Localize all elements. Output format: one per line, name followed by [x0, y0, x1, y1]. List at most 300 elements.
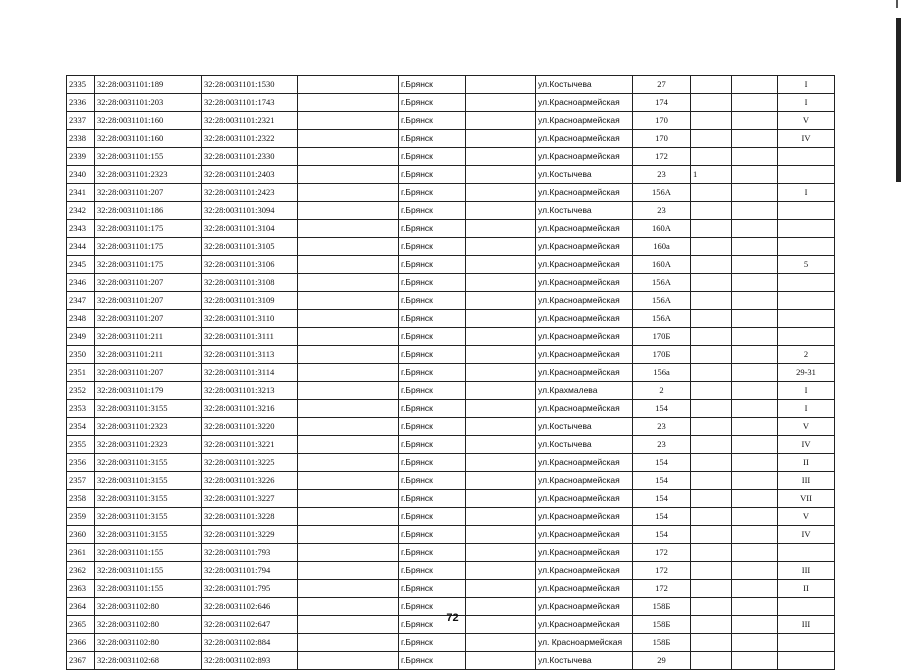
- city-cell: г.Брянск: [399, 634, 466, 652]
- empty-cell: [732, 454, 778, 472]
- street-cell: ул.Красноармейская: [536, 112, 633, 130]
- empty-cell: [298, 526, 399, 544]
- extra-cell: [691, 94, 732, 112]
- street-cell: ул.Красноармейская: [536, 508, 633, 526]
- empty-cell: [298, 76, 399, 94]
- house-number-cell: 170: [633, 112, 691, 130]
- extra-cell: [691, 400, 732, 418]
- premises-number-cell: [778, 238, 835, 256]
- empty-cell: [732, 544, 778, 562]
- table-row: [67, 382, 835, 400]
- empty-cell: [466, 382, 536, 400]
- premises-number-cell: [778, 220, 835, 238]
- street-cell: ул.Красноармейская: [536, 328, 633, 346]
- city-cell: г.Брянск: [399, 454, 466, 472]
- land-cadastral-number: 32:28:0031101:207: [95, 310, 202, 328]
- city-cell: г.Брянск: [399, 94, 466, 112]
- street-cell: ул.Крахмалева: [536, 382, 633, 400]
- extra-cell: [691, 184, 732, 202]
- house-number-cell: 172: [633, 148, 691, 166]
- land-cadastral-number: 32:28:0031101:179: [95, 382, 202, 400]
- object-cadastral-number: 32:28:0031101:2403: [202, 166, 298, 184]
- row-number: 2358: [67, 490, 95, 508]
- street-cell: ул.Костычева: [536, 436, 633, 454]
- row-number: 2363: [67, 580, 95, 598]
- premises-number-cell: V: [778, 508, 835, 526]
- house-number-cell: 154: [633, 454, 691, 472]
- object-cadastral-number: 32:28:0031101:793: [202, 544, 298, 562]
- empty-cell: [732, 346, 778, 364]
- extra-cell: [691, 202, 732, 220]
- land-cadastral-number: 32:28:0031101:207: [95, 184, 202, 202]
- house-number-cell: 154: [633, 472, 691, 490]
- street-cell: ул.Красноармейская: [536, 364, 633, 382]
- extra-cell: [691, 526, 732, 544]
- street-cell: ул.Красноармейская: [536, 454, 633, 472]
- premises-number-cell: V: [778, 112, 835, 130]
- extra-cell: [691, 490, 732, 508]
- row-number: 2367: [67, 652, 95, 670]
- land-cadastral-number: 32:28:0031101:155: [95, 562, 202, 580]
- empty-cell: [298, 472, 399, 490]
- empty-cell: [732, 382, 778, 400]
- land-cadastral-number: 32:28:0031101:2323: [95, 418, 202, 436]
- empty-cell: [466, 364, 536, 382]
- table-row: [67, 274, 835, 292]
- house-number-cell: 170Б: [633, 328, 691, 346]
- premises-number-cell: II: [778, 454, 835, 472]
- house-number-cell: 160А: [633, 256, 691, 274]
- land-cadastral-number: 32:28:0031102:68: [95, 652, 202, 670]
- city-cell: г.Брянск: [399, 328, 466, 346]
- street-cell: ул.Красноармейская: [536, 544, 633, 562]
- street-cell: ул.Красноармейская: [536, 130, 633, 148]
- street-cell: ул.Красноармейская: [536, 400, 633, 418]
- house-number-cell: 156А: [633, 310, 691, 328]
- land-cadastral-number: 32:28:0031101:2323: [95, 436, 202, 454]
- land-cadastral-number: 32:28:0031101:160: [95, 112, 202, 130]
- land-cadastral-number: 32:28:0031101:207: [95, 292, 202, 310]
- city-cell: г.Брянск: [399, 292, 466, 310]
- city-cell: г.Брянск: [399, 364, 466, 382]
- empty-cell: [298, 166, 399, 184]
- empty-cell: [466, 544, 536, 562]
- object-cadastral-number: 32:28:0031101:794: [202, 562, 298, 580]
- street-cell: ул.Красноармейская: [536, 274, 633, 292]
- empty-cell: [298, 112, 399, 130]
- scan-edge-tick: [896, 0, 898, 8]
- land-cadastral-number: 32:28:0031101:211: [95, 328, 202, 346]
- scan-edge-mark: [896, 18, 901, 182]
- row-number: 2356: [67, 454, 95, 472]
- city-cell: г.Брянск: [399, 76, 466, 94]
- table-row: [67, 94, 835, 112]
- empty-cell: [298, 490, 399, 508]
- object-cadastral-number: 32:28:0031101:2322: [202, 130, 298, 148]
- street-cell: ул.Костычева: [536, 76, 633, 94]
- street-cell: ул.Красноармейская: [536, 184, 633, 202]
- object-cadastral-number: 32:28:0031101:3104: [202, 220, 298, 238]
- table-row: [67, 436, 835, 454]
- house-number-cell: 27: [633, 76, 691, 94]
- premises-number-cell: IV: [778, 130, 835, 148]
- land-cadastral-number: 32:28:0031101:3155: [95, 400, 202, 418]
- empty-cell: [466, 220, 536, 238]
- premises-number-cell: 29-31: [778, 364, 835, 382]
- empty-cell: [466, 274, 536, 292]
- house-number-cell: 156А: [633, 292, 691, 310]
- city-cell: г.Брянск: [399, 436, 466, 454]
- empty-cell: [732, 490, 778, 508]
- premises-number-cell: [778, 634, 835, 652]
- premises-number-cell: I: [778, 94, 835, 112]
- extra-cell: [691, 508, 732, 526]
- house-number-cell: 158Б: [633, 598, 691, 616]
- empty-cell: [466, 310, 536, 328]
- premises-number-cell: 5: [778, 256, 835, 274]
- land-cadastral-number: 32:28:0031102:80: [95, 598, 202, 616]
- house-number-cell: 156а: [633, 364, 691, 382]
- row-number: 2336: [67, 94, 95, 112]
- table-row: [67, 508, 835, 526]
- table-row: [67, 400, 835, 418]
- table-row: [67, 472, 835, 490]
- empty-cell: [732, 112, 778, 130]
- table-row: [67, 562, 835, 580]
- row-number: 2361: [67, 544, 95, 562]
- object-cadastral-number: 32:28:0031101:3221: [202, 436, 298, 454]
- table-row: [67, 346, 835, 364]
- empty-cell: [732, 166, 778, 184]
- row-number: 2360: [67, 526, 95, 544]
- table-row: [67, 292, 835, 310]
- empty-cell: [466, 292, 536, 310]
- land-cadastral-number: 32:28:0031101:155: [95, 580, 202, 598]
- empty-cell: [732, 130, 778, 148]
- extra-cell: [691, 418, 732, 436]
- empty-cell: [732, 562, 778, 580]
- table-row: [67, 634, 835, 652]
- premises-number-cell: II: [778, 580, 835, 598]
- extra-cell: [691, 634, 732, 652]
- street-cell: ул.Красноармейская: [536, 526, 633, 544]
- empty-cell: [298, 292, 399, 310]
- extra-cell: [691, 364, 732, 382]
- row-number: 2340: [67, 166, 95, 184]
- land-cadastral-number: 32:28:0031101:3155: [95, 472, 202, 490]
- street-cell: ул.Красноармейская: [536, 310, 633, 328]
- row-number: 2359: [67, 508, 95, 526]
- house-number-cell: 156А: [633, 274, 691, 292]
- row-number: 2347: [67, 292, 95, 310]
- empty-cell: [466, 652, 536, 670]
- premises-number-cell: [778, 310, 835, 328]
- empty-cell: [298, 202, 399, 220]
- extra-cell: [691, 562, 732, 580]
- object-cadastral-number: 32:28:0031102:647: [202, 616, 298, 634]
- empty-cell: [298, 436, 399, 454]
- city-cell: г.Брянск: [399, 526, 466, 544]
- premises-number-cell: IV: [778, 436, 835, 454]
- object-cadastral-number: 32:28:0031101:3105: [202, 238, 298, 256]
- street-cell: ул.Костычева: [536, 652, 633, 670]
- empty-cell: [732, 76, 778, 94]
- land-cadastral-number: 32:28:0031101:3155: [95, 526, 202, 544]
- land-cadastral-number: 32:28:0031102:80: [95, 634, 202, 652]
- empty-cell: [298, 382, 399, 400]
- empty-cell: [298, 310, 399, 328]
- premises-number-cell: I: [778, 400, 835, 418]
- land-cadastral-number: 32:28:0031101:2323: [95, 166, 202, 184]
- table-row: [67, 166, 835, 184]
- extra-cell: [691, 436, 732, 454]
- street-cell: ул.Красноармейская: [536, 148, 633, 166]
- empty-cell: [466, 508, 536, 526]
- empty-cell: [732, 508, 778, 526]
- table-row: [67, 184, 835, 202]
- city-cell: г.Брянск: [399, 544, 466, 562]
- house-number-cell: 23: [633, 166, 691, 184]
- empty-cell: [298, 364, 399, 382]
- empty-cell: [732, 94, 778, 112]
- extra-cell: [691, 580, 732, 598]
- premises-number-cell: [778, 652, 835, 670]
- extra-cell: [691, 310, 732, 328]
- premises-number-cell: [778, 202, 835, 220]
- house-number-cell: 23: [633, 418, 691, 436]
- land-cadastral-number: 32:28:0031101:175: [95, 220, 202, 238]
- empty-cell: [732, 400, 778, 418]
- empty-cell: [466, 76, 536, 94]
- extra-cell: [691, 148, 732, 166]
- city-cell: г.Брянск: [399, 382, 466, 400]
- object-cadastral-number: 32:28:0031101:1530: [202, 76, 298, 94]
- object-cadastral-number: 32:28:0031102:893: [202, 652, 298, 670]
- empty-cell: [732, 472, 778, 490]
- house-number-cell: 23: [633, 202, 691, 220]
- row-number: 2349: [67, 328, 95, 346]
- object-cadastral-number: 32:28:0031101:3220: [202, 418, 298, 436]
- empty-cell: [298, 562, 399, 580]
- house-number-cell: 23: [633, 436, 691, 454]
- land-cadastral-number: 32:28:0031101:175: [95, 256, 202, 274]
- city-cell: г.Брянск: [399, 184, 466, 202]
- row-number: 2344: [67, 238, 95, 256]
- land-cadastral-number: 32:28:0031101:175: [95, 238, 202, 256]
- row-number: 2352: [67, 382, 95, 400]
- empty-cell: [732, 184, 778, 202]
- object-cadastral-number: 32:28:0031101:2423: [202, 184, 298, 202]
- city-cell: г.Брянск: [399, 220, 466, 238]
- object-cadastral-number: 32:28:0031101:1743: [202, 94, 298, 112]
- empty-cell: [466, 130, 536, 148]
- extra-cell: [691, 454, 732, 472]
- row-number: 2366: [67, 634, 95, 652]
- row-number: 2354: [67, 418, 95, 436]
- premises-number-cell: V: [778, 418, 835, 436]
- empty-cell: [466, 400, 536, 418]
- street-cell: ул.Красноармейская: [536, 220, 633, 238]
- premises-number-cell: [778, 544, 835, 562]
- empty-cell: [732, 310, 778, 328]
- row-number: 2341: [67, 184, 95, 202]
- empty-cell: [466, 94, 536, 112]
- land-cadastral-number: 32:28:0031101:203: [95, 94, 202, 112]
- house-number-cell: 154: [633, 508, 691, 526]
- table-row: [67, 130, 835, 148]
- city-cell: г.Брянск: [399, 148, 466, 166]
- house-number-cell: 174: [633, 94, 691, 112]
- extra-cell: [691, 544, 732, 562]
- row-number: 2337: [67, 112, 95, 130]
- empty-cell: [298, 580, 399, 598]
- land-cadastral-number: 32:28:0031101:3155: [95, 490, 202, 508]
- empty-cell: [466, 328, 536, 346]
- empty-cell: [732, 238, 778, 256]
- premises-number-cell: I: [778, 76, 835, 94]
- house-number-cell: 158Б: [633, 616, 691, 634]
- empty-cell: [298, 148, 399, 166]
- city-cell: г.Брянск: [399, 418, 466, 436]
- empty-cell: [466, 490, 536, 508]
- empty-cell: [298, 220, 399, 238]
- object-cadastral-number: 32:28:0031101:3227: [202, 490, 298, 508]
- house-number-cell: 156А: [633, 184, 691, 202]
- empty-cell: [298, 544, 399, 562]
- extra-cell: [691, 76, 732, 94]
- row-number: 2364: [67, 598, 95, 616]
- table-row: [67, 364, 835, 382]
- house-number-cell: 170: [633, 130, 691, 148]
- city-cell: г.Брянск: [399, 274, 466, 292]
- extra-cell: [691, 472, 732, 490]
- extra-cell: [691, 274, 732, 292]
- empty-cell: [732, 220, 778, 238]
- house-number-cell: 160А: [633, 220, 691, 238]
- empty-cell: [466, 346, 536, 364]
- table-row: [67, 418, 835, 436]
- street-cell: ул.Красноармейская: [536, 256, 633, 274]
- empty-cell: [466, 454, 536, 472]
- empty-cell: [298, 400, 399, 418]
- empty-cell: [732, 364, 778, 382]
- row-number: 2335: [67, 76, 95, 94]
- house-number-cell: 170Б: [633, 346, 691, 364]
- land-cadastral-number: 32:28:0031101:186: [95, 202, 202, 220]
- house-number-cell: 158Б: [633, 634, 691, 652]
- extra-cell: 1: [691, 166, 732, 184]
- street-cell: ул.Красноармейская: [536, 580, 633, 598]
- empty-cell: [298, 130, 399, 148]
- city-cell: г.Брянск: [399, 616, 466, 634]
- premises-number-cell: III: [778, 616, 835, 634]
- extra-cell: [691, 292, 732, 310]
- house-number-cell: 160а: [633, 238, 691, 256]
- table-row: [67, 652, 835, 670]
- empty-cell: [466, 526, 536, 544]
- row-number: 2339: [67, 148, 95, 166]
- row-number: 2355: [67, 436, 95, 454]
- city-cell: г.Брянск: [399, 166, 466, 184]
- empty-cell: [466, 202, 536, 220]
- table-row: [67, 328, 835, 346]
- empty-cell: [298, 256, 399, 274]
- empty-cell: [732, 328, 778, 346]
- object-cadastral-number: 32:28:0031101:3228: [202, 508, 298, 526]
- city-cell: г.Брянск: [399, 202, 466, 220]
- premises-number-cell: [778, 328, 835, 346]
- row-number: 2362: [67, 562, 95, 580]
- empty-cell: [298, 328, 399, 346]
- empty-cell: [732, 580, 778, 598]
- city-cell: г.Брянск: [399, 400, 466, 418]
- row-number: 2353: [67, 400, 95, 418]
- row-number: 2338: [67, 130, 95, 148]
- extra-cell: [691, 112, 732, 130]
- city-cell: г.Брянск: [399, 490, 466, 508]
- extra-cell: [691, 652, 732, 670]
- row-number: 2342: [67, 202, 95, 220]
- land-cadastral-number: 32:28:0031101:207: [95, 274, 202, 292]
- object-cadastral-number: 32:28:0031101:3225: [202, 454, 298, 472]
- street-cell: ул.Красноармейская: [536, 292, 633, 310]
- city-cell: г.Брянск: [399, 112, 466, 130]
- street-cell: ул.Красноармейская: [536, 562, 633, 580]
- premises-number-cell: [778, 274, 835, 292]
- city-cell: г.Брянск: [399, 472, 466, 490]
- empty-cell: [466, 166, 536, 184]
- object-cadastral-number: 32:28:0031101:3094: [202, 202, 298, 220]
- object-cadastral-number: 32:28:0031101:3109: [202, 292, 298, 310]
- land-cadastral-number: 32:28:0031101:189: [95, 76, 202, 94]
- register-table-body: [67, 76, 835, 670]
- empty-cell: [298, 418, 399, 436]
- land-cadastral-number: 32:28:0031102:80: [95, 616, 202, 634]
- empty-cell: [466, 562, 536, 580]
- premises-number-cell: I: [778, 184, 835, 202]
- extra-cell: [691, 238, 732, 256]
- street-cell: ул.Красноармейская: [536, 616, 633, 634]
- empty-cell: [298, 454, 399, 472]
- empty-cell: [298, 508, 399, 526]
- city-cell: г.Брянск: [399, 508, 466, 526]
- register-table: [66, 75, 835, 670]
- table-row: [67, 76, 835, 94]
- street-cell: ул.Костычева: [536, 166, 633, 184]
- street-cell: ул.Костычева: [536, 202, 633, 220]
- street-cell: ул.Красноармейская: [536, 346, 633, 364]
- row-number: 2345: [67, 256, 95, 274]
- city-cell: г.Брянск: [399, 238, 466, 256]
- object-cadastral-number: 32:28:0031102:884: [202, 634, 298, 652]
- land-cadastral-number: 32:28:0031101:160: [95, 130, 202, 148]
- house-number-cell: 154: [633, 400, 691, 418]
- row-number: 2357: [67, 472, 95, 490]
- street-cell: ул. Красноармейская: [536, 634, 633, 652]
- table-row: [67, 148, 835, 166]
- object-cadastral-number: 32:28:0031101:3216: [202, 400, 298, 418]
- empty-cell: [466, 148, 536, 166]
- extra-cell: [691, 382, 732, 400]
- table-row: [67, 490, 835, 508]
- empty-cell: [298, 94, 399, 112]
- empty-cell: [298, 652, 399, 670]
- empty-cell: [732, 436, 778, 454]
- empty-cell: [732, 148, 778, 166]
- land-cadastral-number: 32:28:0031101:155: [95, 148, 202, 166]
- table-row: [67, 256, 835, 274]
- street-cell: ул.Красноармейская: [536, 472, 633, 490]
